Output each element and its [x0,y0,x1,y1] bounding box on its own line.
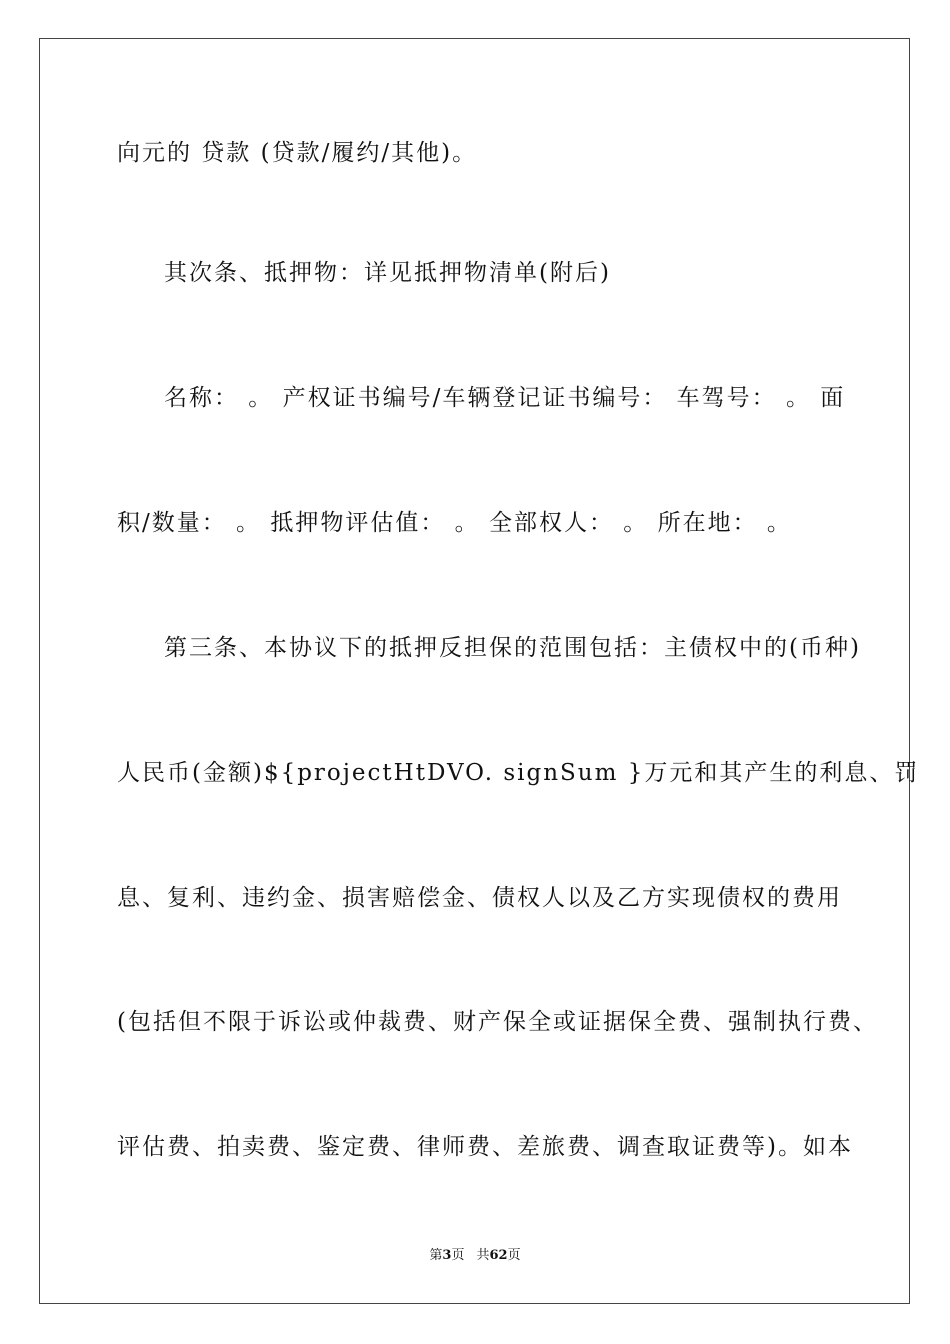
body-line-7: 息、复利、违约金、损害赔偿金、债权人以及乙方实现债权的费用 [117,885,842,911]
total-prefix: 共 [476,1248,490,1263]
body-line-6: 人民币(金额)${projectHtDVO. signSum }万元和其产生的利息、罚 [117,760,920,786]
page-frame [39,38,920,1304]
body-line-8: (包括但不限于诉讼或仲裁费、财产保全或证据保全费、强制执行费、 [117,1009,878,1035]
current-page-number: 3 [442,1248,452,1263]
body-line-4: 积/数量： 。 抵押物评估值： 。 全部权人： 。 所在地： 。 [117,510,792,536]
page-prefix: 第 [429,1248,443,1263]
total-pages-number: 62 [489,1248,508,1263]
total-suffix: 页 [507,1248,521,1263]
body-line-5: 第三条、本协议下的抵押反担保的范围包括：主债权中的(币种) [164,635,861,661]
body-line-3: 名称： 。 产权证书编号/车辆登记证书编号： 车驾号： 。 面 [164,385,846,411]
body-line-9: 评估费、拍卖费、鉴定费、律师费、差旅费、调查取证费等)。如本 [117,1134,853,1160]
body-line-2: 其次条、抵押物：详见抵押物清单(附后) [164,260,611,286]
body-line-1: 向元的 贷款 (贷款/履约/其他)。 [117,140,478,166]
page-footer [0,1247,950,1265]
page-suffix: 页 [451,1248,465,1263]
